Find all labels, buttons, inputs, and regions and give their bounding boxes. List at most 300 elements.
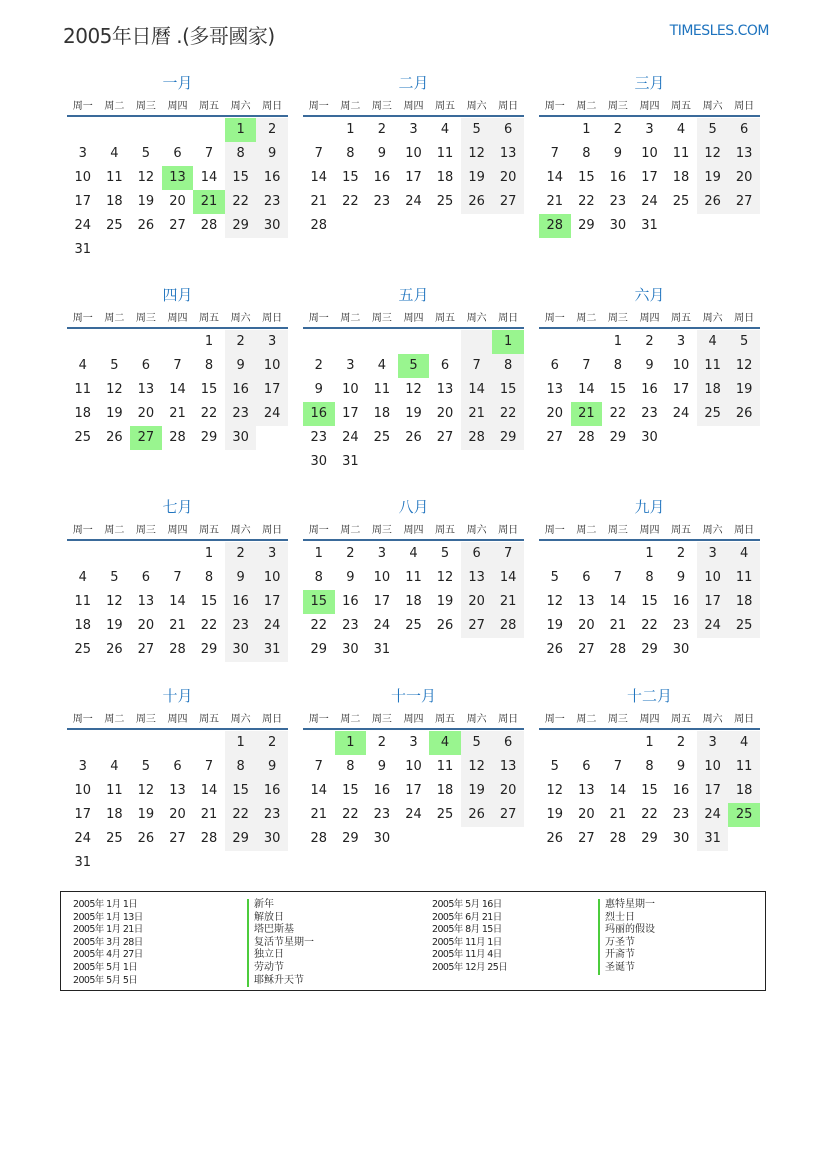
weekday-label: 周五 xyxy=(671,524,692,536)
weekday-label: 周五 xyxy=(435,524,456,536)
weekday-label: 周六 xyxy=(466,713,487,725)
day-cell: 31 xyxy=(74,242,92,257)
day-cell: 2 xyxy=(613,122,623,137)
day-cell: 19 xyxy=(697,166,729,190)
day-cell: 8 xyxy=(492,354,524,378)
weekday-label: 周二 xyxy=(104,524,125,536)
day-cell: 16 xyxy=(672,594,690,609)
day-cell: 20 xyxy=(578,807,595,822)
day-cell: 31 xyxy=(697,827,729,851)
day-cell: 31 xyxy=(256,638,288,662)
weekday-label: 周三 xyxy=(371,713,392,725)
empty-cell xyxy=(602,542,634,566)
day-cell: 10 xyxy=(672,358,690,373)
day-cell: 29 xyxy=(578,218,595,233)
weekday-label: 周三 xyxy=(607,100,628,112)
day-cell: 11 xyxy=(697,354,729,378)
day-cell: 26 xyxy=(461,190,493,214)
empty-cell xyxy=(130,731,162,755)
day-cell: 26 xyxy=(461,803,493,827)
empty-cell xyxy=(99,542,131,566)
weekday-label: 周六 xyxy=(702,312,723,324)
weekday-header xyxy=(67,517,288,541)
day-cell: 10 xyxy=(74,170,92,185)
weekday-label: 周三 xyxy=(371,100,392,112)
day-cell: 6 xyxy=(141,570,151,585)
day-cell: 5 xyxy=(550,759,559,774)
weekday-label: 周四 xyxy=(403,312,424,324)
empty-cell xyxy=(461,330,493,354)
day-cell: 10 xyxy=(74,783,92,798)
day-cell: 31 xyxy=(74,855,92,870)
day-cell: 27 xyxy=(436,430,454,445)
empty-cell xyxy=(303,118,335,142)
day-cell: 4 xyxy=(676,122,686,137)
day-cell: 18 xyxy=(672,170,690,185)
weekday-label: 周一 xyxy=(308,100,329,112)
day-cell: 2 xyxy=(346,546,355,561)
day-cell: 10 xyxy=(405,146,422,161)
day-cell: 31 xyxy=(373,642,391,657)
weekday-label: 周六 xyxy=(702,713,723,725)
day-cell: 12 xyxy=(137,783,155,798)
day-cell: 16 xyxy=(373,783,391,798)
day-cell: 28 xyxy=(169,430,186,445)
weekday-label: 周五 xyxy=(199,312,220,324)
day-cell: 28 xyxy=(310,218,328,233)
day-cell: 17 xyxy=(74,807,92,822)
holiday-name: 玛丽的假设 xyxy=(598,924,655,937)
empty-cell xyxy=(67,542,99,566)
day-cell: 12 xyxy=(137,170,155,185)
day-cell: 12 xyxy=(728,354,760,378)
day-cell: 14 xyxy=(492,566,524,590)
day-cell: 12 xyxy=(546,594,564,609)
day-cell: 24 xyxy=(373,618,391,633)
day-cell: 24 xyxy=(74,831,92,846)
day-cell: 17 xyxy=(641,170,658,185)
day-cell: 17 xyxy=(373,594,391,609)
day-cell: 31 xyxy=(641,218,658,233)
day-cell: 7 xyxy=(173,570,182,585)
day-cell: 3 xyxy=(78,759,87,774)
day-cell: 18 xyxy=(373,406,391,421)
day-cell: 13 xyxy=(137,382,155,397)
holiday-list xyxy=(60,891,766,991)
month-block xyxy=(303,285,524,474)
holiday-date: 2005年 5月 16日 xyxy=(432,899,502,910)
weekday-label: 周一 xyxy=(308,713,329,725)
weekday-label: 周四 xyxy=(167,713,188,725)
day-cell: 7 xyxy=(173,358,182,373)
day-cell: 8 xyxy=(613,358,623,373)
day-cell: 26 xyxy=(137,831,155,846)
day-cell: 28 xyxy=(200,831,218,846)
day-cell: 1 xyxy=(346,122,355,137)
day-cell: 5 xyxy=(141,146,151,161)
day-cell: 27 xyxy=(578,642,595,657)
day-cell: 21 xyxy=(461,402,493,426)
day-cell: 30 xyxy=(373,831,391,846)
weekday-label: 周五 xyxy=(435,100,456,112)
day-cell: 2 xyxy=(377,122,387,137)
day-cell: 22 xyxy=(342,807,359,822)
weekday-label: 周三 xyxy=(607,312,628,324)
weekday-label: 周四 xyxy=(403,524,424,536)
day-cell: 6 xyxy=(492,731,524,755)
month-block xyxy=(303,686,524,851)
day-cell: 4 xyxy=(409,546,418,561)
holiday-dates-col1 xyxy=(73,899,143,987)
empty-cell xyxy=(429,330,461,354)
holiday-day-cell: 27 xyxy=(130,426,162,450)
weekday-label: 周二 xyxy=(576,713,597,725)
day-cell: 13 xyxy=(578,594,595,609)
day-cell: 19 xyxy=(106,618,123,633)
weekday-label: 周三 xyxy=(371,524,392,536)
day-cell: 2 xyxy=(676,546,686,561)
day-cell: 8 xyxy=(346,759,355,774)
day-cell: 20 xyxy=(137,618,155,633)
day-cell: 10 xyxy=(256,566,288,590)
empty-cell xyxy=(193,731,225,755)
empty-cell xyxy=(99,330,131,354)
day-cell: 13 xyxy=(169,783,186,798)
weekday-label: 周六 xyxy=(702,100,723,112)
day-cell: 3 xyxy=(346,358,355,373)
day-cell: 22 xyxy=(578,194,595,209)
day-cell: 11 xyxy=(436,759,454,774)
day-cell: 25 xyxy=(728,614,760,638)
day-cell: 27 xyxy=(169,831,186,846)
day-cell: 15 xyxy=(200,382,218,397)
weekday-label: 周日 xyxy=(734,524,755,536)
day-cell: 3 xyxy=(78,146,87,161)
day-cell: 7 xyxy=(461,354,493,378)
day-cell: 18 xyxy=(74,618,92,633)
day-cell: 22 xyxy=(641,618,658,633)
day-cell: 1 xyxy=(645,546,654,561)
empty-cell xyxy=(303,330,335,354)
day-cell: 14 xyxy=(609,783,627,798)
day-cell: 9 xyxy=(256,142,288,166)
weekday-label: 周一 xyxy=(72,524,93,536)
day-cell: 11 xyxy=(74,382,92,397)
holiday-name: 新年 xyxy=(247,899,314,912)
day-cell: 25 xyxy=(436,194,454,209)
day-cell: 15 xyxy=(225,166,257,190)
day-cell: 16 xyxy=(225,378,257,402)
weekday-header xyxy=(303,93,524,117)
day-cell: 16 xyxy=(225,590,257,614)
day-cell: 4 xyxy=(377,358,387,373)
day-grid xyxy=(539,330,760,450)
day-cell: 18 xyxy=(728,590,760,614)
day-cell: 10 xyxy=(641,146,658,161)
day-cell: 25 xyxy=(106,218,123,233)
day-cell: 16 xyxy=(373,170,391,185)
weekday-label: 周一 xyxy=(308,524,329,536)
day-cell: 5 xyxy=(141,759,151,774)
weekday-label: 周五 xyxy=(671,713,692,725)
day-cell: 30 xyxy=(672,642,690,657)
day-cell: 27 xyxy=(461,614,493,638)
day-cell: 21 xyxy=(200,807,218,822)
day-grid xyxy=(303,731,524,851)
month-name: 六月 xyxy=(634,286,665,304)
day-cell: 7 xyxy=(204,146,214,161)
empty-cell xyxy=(130,542,162,566)
weekday-label: 周二 xyxy=(104,312,125,324)
day-cell: 25 xyxy=(436,807,454,822)
day-cell: 8 xyxy=(582,146,591,161)
day-cell: 2 xyxy=(314,358,323,373)
holiday-names-col1 xyxy=(247,899,314,987)
day-cell: 2 xyxy=(225,330,257,354)
weekday-label: 周一 xyxy=(72,312,93,324)
day-cell: 18 xyxy=(436,783,454,798)
day-cell: 26 xyxy=(106,642,123,657)
day-cell: 22 xyxy=(641,807,658,822)
day-cell: 30 xyxy=(609,218,627,233)
day-cell: 9 xyxy=(377,146,387,161)
month-block xyxy=(303,73,524,238)
weekday-label: 周一 xyxy=(72,100,93,112)
day-cell: 28 xyxy=(169,642,186,657)
empty-cell xyxy=(99,118,131,142)
day-cell: 18 xyxy=(697,378,729,402)
day-cell: 14 xyxy=(169,382,186,397)
weekday-label: 周六 xyxy=(230,100,251,112)
day-grid xyxy=(67,118,288,262)
day-cell: 1 xyxy=(613,334,623,349)
day-cell: 27 xyxy=(578,831,595,846)
day-cell: 26 xyxy=(405,430,422,445)
empty-cell xyxy=(539,330,571,354)
day-cell: 25 xyxy=(672,194,690,209)
day-cell: 28 xyxy=(461,426,493,450)
weekday-label: 周一 xyxy=(72,713,93,725)
empty-cell xyxy=(67,731,99,755)
weekday-label: 周五 xyxy=(435,312,456,324)
weekday-label: 周二 xyxy=(576,524,597,536)
day-cell: 9 xyxy=(346,570,355,585)
day-cell: 28 xyxy=(578,430,595,445)
holiday-name: 万圣节 xyxy=(598,937,655,950)
day-cell: 19 xyxy=(728,378,760,402)
day-cell: 23 xyxy=(225,614,257,638)
day-cell: 28 xyxy=(609,831,627,846)
day-cell: 3 xyxy=(645,122,654,137)
day-cell: 14 xyxy=(578,382,595,397)
day-cell: 22 xyxy=(310,618,328,633)
day-cell: 26 xyxy=(137,218,155,233)
month-name: 九月 xyxy=(634,498,665,516)
day-cell: 30 xyxy=(225,638,257,662)
day-cell: 24 xyxy=(342,430,359,445)
empty-cell xyxy=(162,731,194,755)
day-cell: 16 xyxy=(641,382,658,397)
holiday-day-cell: 5 xyxy=(398,354,430,378)
day-cell: 13 xyxy=(728,142,760,166)
day-grid xyxy=(67,731,288,875)
day-cell: 23 xyxy=(672,618,690,633)
weekday-label: 周三 xyxy=(135,312,156,324)
month-name: 八月 xyxy=(398,498,429,516)
holiday-day-cell: 4 xyxy=(429,731,461,755)
day-cell: 30 xyxy=(672,831,690,846)
day-cell: 4 xyxy=(78,358,87,373)
holiday-date: 2005年 1月 21日 xyxy=(73,924,143,936)
day-cell: 29 xyxy=(609,430,627,445)
day-cell: 17 xyxy=(672,382,690,397)
weekday-label: 周二 xyxy=(104,100,125,112)
month-name: 二月 xyxy=(398,74,429,92)
day-cell: 5 xyxy=(728,330,760,354)
holiday-date: 2005年 12月 25日 xyxy=(432,961,508,973)
day-cell: 18 xyxy=(436,170,454,185)
day-cell: 25 xyxy=(697,402,729,426)
weekday-label: 周五 xyxy=(671,100,692,112)
day-cell: 15 xyxy=(492,378,524,402)
weekday-label: 周六 xyxy=(230,713,251,725)
day-grid xyxy=(539,118,760,238)
weekday-header xyxy=(539,93,760,117)
day-cell: 27 xyxy=(169,218,186,233)
day-cell: 17 xyxy=(256,378,288,402)
weekday-label: 周二 xyxy=(340,713,361,725)
day-cell: 22 xyxy=(200,406,218,421)
month-name: 一月 xyxy=(162,74,193,92)
day-cell: 3 xyxy=(256,542,288,566)
day-cell: 12 xyxy=(106,594,123,609)
weekday-label: 周四 xyxy=(403,713,424,725)
day-cell: 12 xyxy=(405,382,422,397)
day-cell: 8 xyxy=(204,358,214,373)
month-block xyxy=(67,497,288,662)
month-block xyxy=(539,285,760,450)
day-cell: 12 xyxy=(546,783,564,798)
day-cell: 21 xyxy=(609,618,627,633)
day-cell: 2 xyxy=(377,735,387,750)
day-cell: 6 xyxy=(461,542,493,566)
weekday-label: 周日 xyxy=(734,312,755,324)
site-link[interactable]: TIMESLES.COM xyxy=(669,23,769,39)
weekday-label: 周日 xyxy=(262,312,283,324)
day-cell: 13 xyxy=(546,382,564,397)
day-cell: 27 xyxy=(492,803,524,827)
day-cell: 26 xyxy=(697,190,729,214)
day-cell: 27 xyxy=(137,642,155,657)
weekday-label: 周日 xyxy=(498,100,519,112)
day-cell: 8 xyxy=(225,755,257,779)
month-name: 四月 xyxy=(162,286,193,304)
day-cell: 6 xyxy=(728,118,760,142)
day-cell: 1 xyxy=(582,122,591,137)
day-cell: 23 xyxy=(256,190,288,214)
weekday-label: 周二 xyxy=(576,100,597,112)
day-cell: 25 xyxy=(373,430,391,445)
day-cell: 20 xyxy=(492,779,524,803)
day-cell: 9 xyxy=(676,570,686,585)
weekday-label: 周三 xyxy=(135,100,156,112)
day-cell: 26 xyxy=(436,618,454,633)
holiday-name: 烈士日 xyxy=(598,912,655,925)
weekday-label: 周三 xyxy=(135,524,156,536)
month-block xyxy=(67,686,288,875)
weekday-header xyxy=(303,305,524,329)
day-grid xyxy=(303,118,524,238)
empty-cell xyxy=(602,731,634,755)
month-name: 五月 xyxy=(398,286,429,304)
month-name: 三月 xyxy=(634,74,665,92)
day-cell: 11 xyxy=(106,783,123,798)
weekday-label: 周日 xyxy=(262,713,283,725)
day-cell: 20 xyxy=(492,166,524,190)
weekday-label: 周一 xyxy=(544,100,565,112)
day-cell: 19 xyxy=(461,166,493,190)
day-cell: 6 xyxy=(582,570,591,585)
day-cell: 8 xyxy=(645,570,654,585)
day-cell: 25 xyxy=(74,642,92,657)
day-cell: 22 xyxy=(225,190,257,214)
weekday-label: 周四 xyxy=(167,312,188,324)
day-cell: 28 xyxy=(310,831,328,846)
empty-cell xyxy=(539,542,571,566)
day-cell: 24 xyxy=(697,803,729,827)
day-cell: 8 xyxy=(225,142,257,166)
day-cell: 25 xyxy=(74,430,92,445)
day-cell: 11 xyxy=(74,594,92,609)
day-cell: 23 xyxy=(641,406,658,421)
day-cell: 1 xyxy=(225,731,257,755)
weekday-label: 周二 xyxy=(104,713,125,725)
day-cell: 7 xyxy=(613,759,623,774)
day-cell: 7 xyxy=(204,759,214,774)
day-cell: 23 xyxy=(373,194,391,209)
day-cell: 2 xyxy=(256,731,288,755)
holiday-day-cell: 28 xyxy=(539,214,571,238)
day-cell: 9 xyxy=(676,759,686,774)
day-cell: 29 xyxy=(310,642,328,657)
day-cell: 16 xyxy=(256,166,288,190)
day-cell: 16 xyxy=(342,594,359,609)
day-cell: 3 xyxy=(697,731,729,755)
day-cell: 27 xyxy=(492,190,524,214)
day-cell: 7 xyxy=(492,542,524,566)
holiday-day-cell: 1 xyxy=(225,118,257,142)
empty-cell xyxy=(130,118,162,142)
day-cell: 7 xyxy=(314,759,323,774)
day-cell: 25 xyxy=(106,831,123,846)
day-cell: 13 xyxy=(578,783,595,798)
weekday-label: 周五 xyxy=(435,713,456,725)
day-cell: 1 xyxy=(204,546,214,561)
day-cell: 24 xyxy=(405,807,422,822)
day-cell: 10 xyxy=(373,570,391,585)
day-cell: 5 xyxy=(440,546,450,561)
day-cell: 14 xyxy=(546,170,564,185)
empty-cell xyxy=(130,330,162,354)
empty-cell xyxy=(539,118,571,142)
day-cell: 9 xyxy=(225,354,257,378)
day-cell: 18 xyxy=(106,194,123,209)
weekday-label: 周四 xyxy=(639,312,660,324)
day-cell: 8 xyxy=(204,570,214,585)
day-cell: 4 xyxy=(110,759,119,774)
weekday-label: 周日 xyxy=(262,524,283,536)
day-cell: 16 xyxy=(672,783,690,798)
